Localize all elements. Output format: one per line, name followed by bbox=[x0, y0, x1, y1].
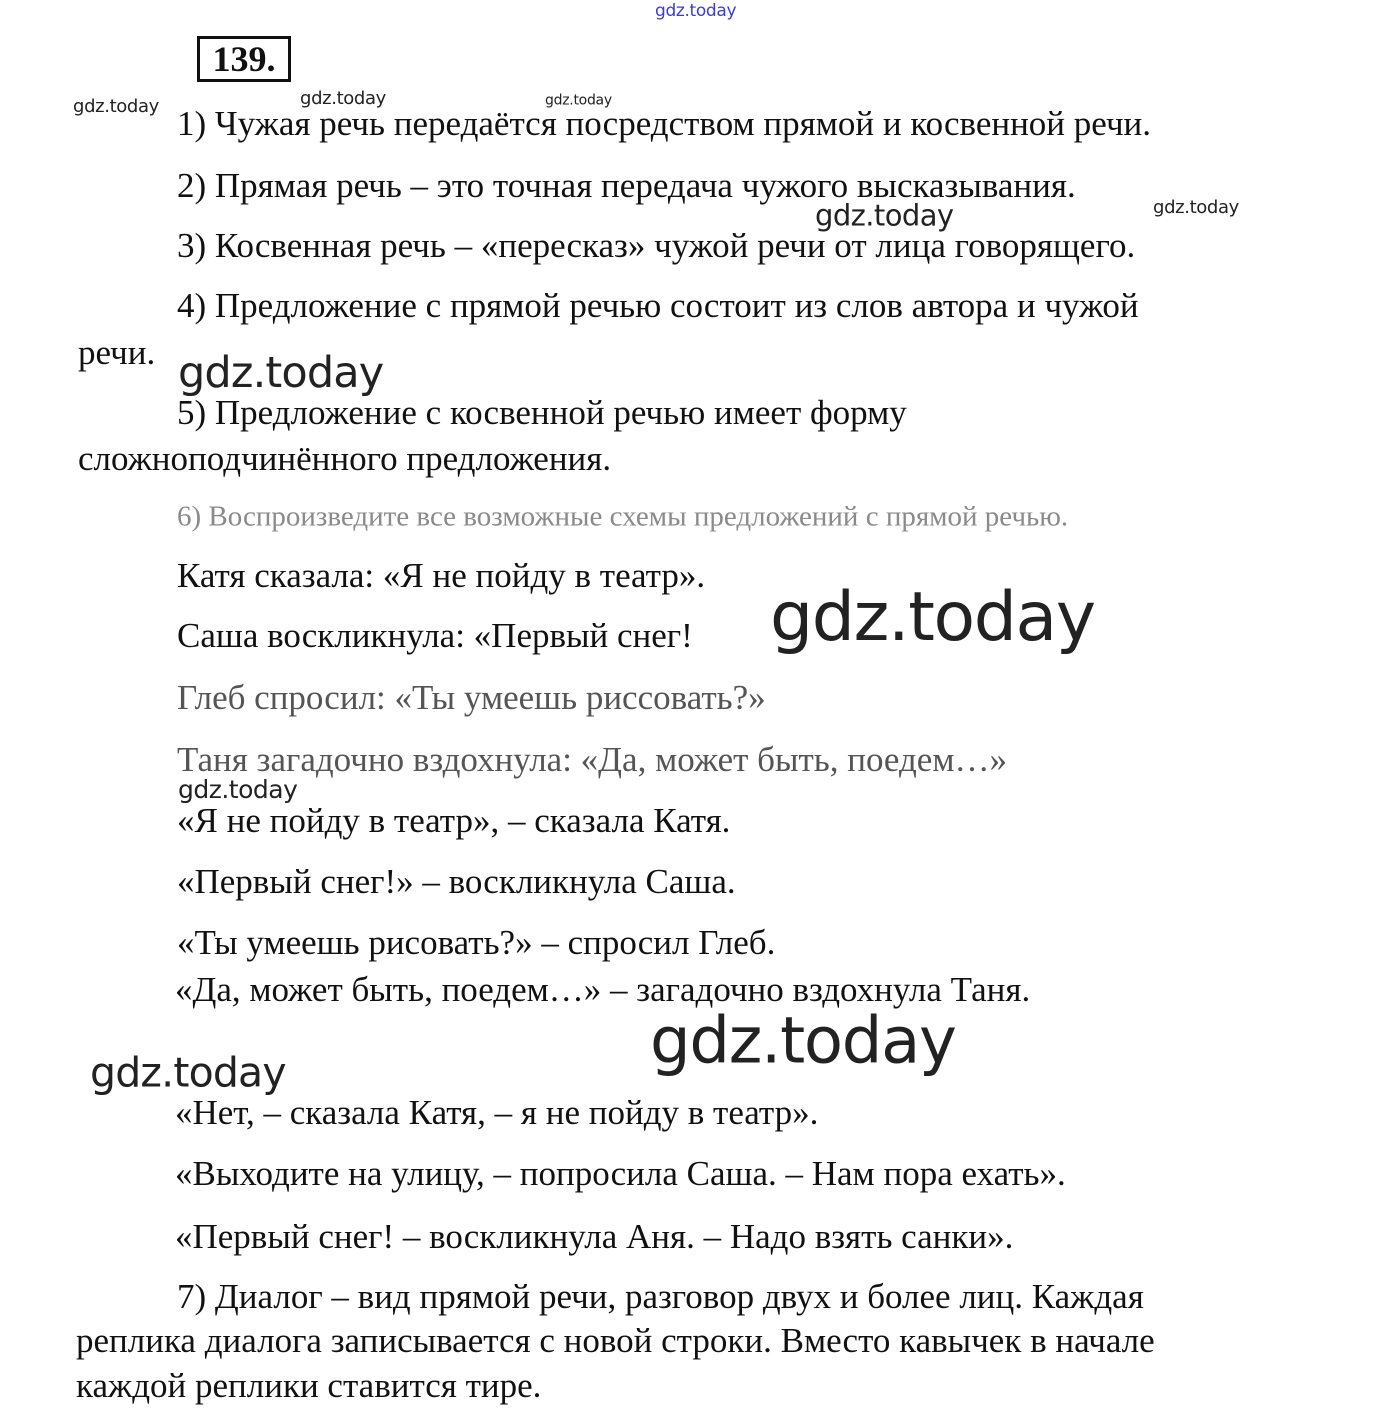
watermark: gdz.today bbox=[650, 1004, 956, 1079]
text-line: 5) Предложение с косвенной речью имеет форму bbox=[177, 393, 907, 432]
task-prompt: 6) Воспроизведите все возможные схемы предложений с прямой речью. bbox=[177, 500, 1069, 533]
text-line: «Первый снег! – воскликнула Аня. – Надо взять санки». bbox=[175, 1217, 1014, 1256]
watermark: gdz.today bbox=[1153, 196, 1239, 218]
watermark: gdz.today bbox=[178, 347, 384, 398]
watermark: gdz.today bbox=[815, 198, 954, 233]
watermark: gdz.today bbox=[770, 577, 1095, 657]
text-line: 7) Диалог – вид прямой речи, разговор двух и более лиц. Каждая bbox=[177, 1277, 1144, 1316]
text-line: Катя сказала: «Я не пойду в театр». bbox=[177, 556, 706, 595]
text-line: Глеб спросил: «Ты умеешь риссовать?» bbox=[177, 678, 766, 717]
text-line: 4) Предложение с прямой речью состоит из слов автора и чужой bbox=[177, 286, 1139, 325]
text-line: «Да, может быть, поедем…» – загадочно вздохнула Таня. bbox=[175, 970, 1031, 1009]
text-line: «Я не пойду в театр», – сказала Катя. bbox=[177, 801, 731, 840]
text-line: 3) Косвенная речь – «пересказ» чужой речи от лица говорящего. bbox=[177, 226, 1136, 265]
text-line: «Ты умеешь рисовать?» – спросил Глеб. bbox=[177, 923, 776, 962]
watermark: gdz.today bbox=[545, 92, 612, 109]
text-line: «Выходите на улицу, – попросила Саша. – Нам пора ехать». bbox=[175, 1154, 1066, 1193]
text-line: речи. bbox=[78, 333, 156, 372]
watermark: gdz.today bbox=[300, 87, 386, 109]
text-line: «Первый снег!» – воскликнула Саша. bbox=[177, 862, 736, 901]
text-line: реплика диалога записывается с новой строки. Вместо кавычек в начале bbox=[76, 1321, 1155, 1360]
task-number: 139. bbox=[197, 36, 291, 82]
text-line: 1) Чужая речь передаётся посредством прямой и косвенной речи. bbox=[177, 104, 1152, 143]
watermark: gdz.today bbox=[655, 1, 737, 22]
text-line: Саша воскликнула: «Первый снег! bbox=[177, 616, 693, 655]
text-line: сложноподчинённого предложения. bbox=[78, 439, 612, 478]
watermark: gdz.today bbox=[73, 95, 159, 117]
text-line: Таня загадочно вздохнула: «Да, может быть, поедем…» bbox=[177, 740, 1007, 779]
watermark: gdz.today bbox=[178, 775, 298, 804]
text-line: «Нет, – сказала Катя, – я не пойду в театр». bbox=[175, 1093, 819, 1132]
text-line: каждой реплики ставится тире. bbox=[76, 1366, 542, 1405]
watermark: gdz.today bbox=[90, 1048, 286, 1097]
text-line: 2) Прямая речь – это точная передача чужого высказывания. bbox=[177, 166, 1076, 205]
